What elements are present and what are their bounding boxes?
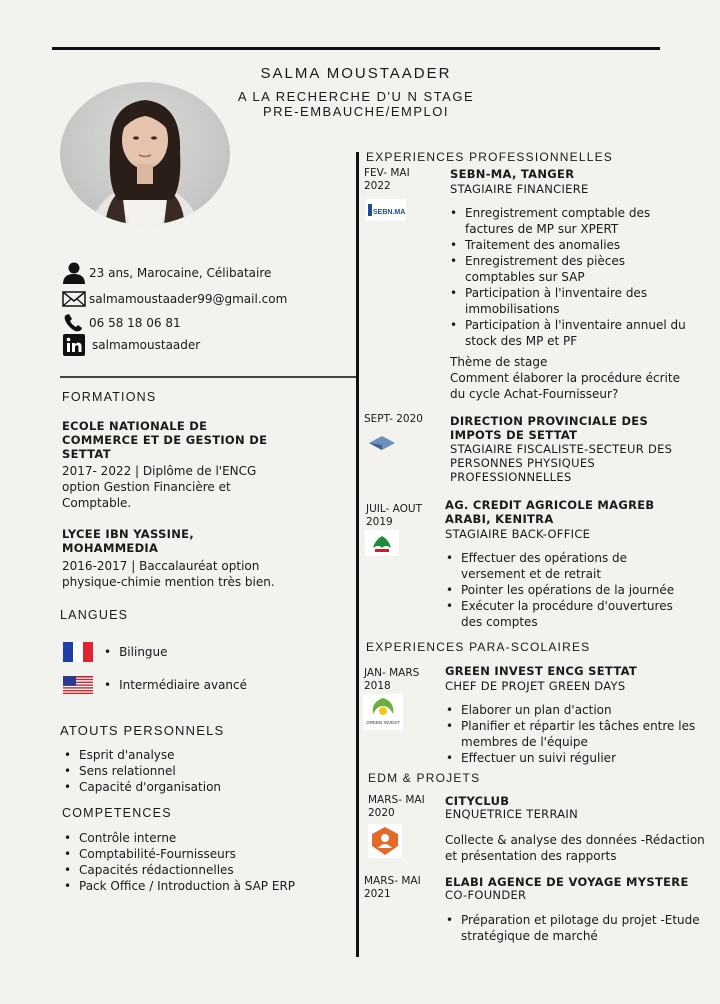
edm-date: MARS- MAI 2021	[364, 875, 421, 900]
list-item: • Enregistrement comptable des factures de MP sur XPERT	[450, 205, 690, 237]
email-row	[62, 288, 287, 310]
edm-company: CITYCLUB	[445, 794, 510, 808]
section-title-competences: COMPETENCES	[62, 806, 172, 820]
experience-bullets	[450, 205, 690, 349]
formation-detail: 2016-2017 | Baccalauréat option physique-chimie mention très bien.	[62, 559, 275, 589]
list-item: • Pointer les opérations de la journée	[446, 582, 676, 598]
phone-icon	[62, 313, 86, 333]
bullet: •	[104, 678, 112, 692]
section-title-edm: EDM & PROJETS	[368, 771, 481, 785]
formation-item	[62, 527, 262, 555]
profile-photo	[60, 82, 230, 225]
objective-line-2: PRE-EMBAUCHE/EMPLOI	[263, 104, 449, 119]
left-divider	[60, 376, 356, 378]
experience-role: STAGIAIRE FISCALISTE-SECTEUR DES PERSONNES PHYSIQUES PROFESSIONNELLES	[450, 442, 673, 484]
list-item: • Capacité d'organisation	[64, 779, 221, 795]
atouts-list	[64, 747, 221, 795]
experience-company: DIRECTION PROVINCIALE DES IMPOTS DE SETTAT	[450, 414, 649, 442]
experience-company: SEBN-MA, TANGER	[450, 167, 575, 181]
objective-line-1: A LA RECHERCHE D'U N STAGE	[237, 89, 475, 104]
list-item: • Effectuer des opérations de versement et de retrait	[446, 550, 676, 582]
experience-date: FEV- MAI 2022	[364, 167, 410, 192]
section-title-formations: FORMATIONS	[62, 390, 157, 404]
person-icon	[62, 262, 86, 284]
section-title-experiences: EXPERIENCES PROFESSIONNELLES	[366, 150, 613, 164]
language-row	[62, 641, 168, 663]
edm-date: MARS- MAI 2020	[368, 794, 425, 819]
header-rule	[52, 47, 660, 50]
sebn-logo-icon	[366, 197, 406, 223]
section-title-para: EXPERIENCES PARA-SCOLAIRES	[366, 640, 591, 654]
formation-detail: 2017- 2022 | Diplôme de l'ENCG option Gestion Financière et Comptable.	[62, 464, 257, 510]
list-item: • Préparation et pilotage du projet -Etude stratégique de marché	[446, 912, 706, 944]
list-item: • Effectuer un suivi régulier	[446, 750, 696, 766]
edm-bullets	[446, 912, 706, 944]
section-title-langues: LANGUES	[60, 608, 129, 622]
usa-flag-icon	[62, 676, 94, 694]
language-row	[62, 674, 247, 696]
linkedin-row	[62, 334, 200, 356]
france-flag-icon	[62, 642, 94, 662]
experience-date: JUIL- AOUT 2019	[366, 503, 423, 528]
para-role: CHEF DE PROJET GREEN DAYS	[445, 679, 626, 693]
formation-school: LYCEE IBN YASSINE, MOHAMMEDIA	[62, 527, 194, 555]
cityclub-logo-icon	[368, 824, 402, 858]
list-item: • Participation à l'inventaire des immobilisations	[450, 285, 690, 317]
envelope-icon	[62, 290, 86, 308]
formation-school: ECOLE NATIONALE DE COMMERCE ET DE GESTION DE SETTAT	[62, 419, 268, 461]
list-item: • Comptabilité-Fournisseurs	[64, 846, 295, 862]
candidate-name: SALMA MOUSTAADER	[260, 65, 452, 82]
list-item: • Planifier et répartir les tâches entre les membres de l'équipe	[446, 718, 696, 750]
edm-role: CO-FOUNDER	[445, 888, 527, 902]
sebn-logo-text: SEBN.MA	[373, 209, 406, 216]
para-bullets	[446, 702, 696, 766]
para-company: GREEN INVEST ENCG SETTAT	[445, 664, 638, 678]
list-item: • Traitement des anomalies	[450, 237, 690, 253]
experience-role: STAGIAIRE BACK-OFFICE	[445, 527, 591, 541]
internship-theme-label: Thème de stage	[450, 355, 548, 369]
green-invest-logo-icon	[363, 694, 403, 730]
section-title-atouts: ATOUTS PERSONNELS	[60, 723, 225, 738]
para-date: JAN- MARS 2018	[364, 667, 420, 692]
personal-info-text: 23 ans, Marocaine, Célibataire	[89, 266, 272, 280]
email-text[interactable]: salmamoustaader99@gmail.com	[89, 292, 288, 306]
edm-role: ENQUETRICE TERRAIN	[445, 807, 579, 821]
bullet: •	[104, 645, 112, 659]
experience-role: STAGIAIRE FINANCIERE	[450, 182, 589, 196]
language-level: Bilingue	[119, 645, 168, 659]
timeline-line	[356, 152, 359, 957]
list-item: • Esprit d'analyse	[64, 747, 221, 763]
phone-text: 06 58 18 06 81	[89, 316, 181, 330]
list-item: • Contrôle interne	[64, 830, 295, 846]
internship-theme-text: Comment élaborer la procédure écrite du cycle Achat-Fournisseur?	[450, 371, 680, 401]
linkedin-icon	[62, 334, 86, 356]
list-item: • Elaborer un plan d'action	[446, 702, 696, 718]
personal-info	[62, 262, 271, 284]
experience-company: AG. CREDIT AGRICOLE MAGREB ARABI, KENITRA	[445, 498, 655, 526]
phone-row	[62, 312, 181, 334]
competences-list	[64, 830, 295, 894]
list-item: • Enregistrement des pièces comptables sur SAP	[450, 253, 690, 285]
list-item: • Pack Office / Introduction à SAP ERP	[64, 878, 295, 894]
green-invest-logo-text: GREEN INVEST	[366, 720, 400, 725]
linkedin-text[interactable]: salmamoustaader	[92, 338, 201, 352]
list-item: • Participation à l'inventaire annuel du stock des MP et PF	[450, 317, 690, 349]
credit-agricole-logo-icon	[362, 530, 402, 556]
list-item: • Exécuter la procédure d'ouvertures des comptes	[446, 598, 676, 630]
experience-date: SEPT- 2020	[364, 413, 423, 425]
list-item: • Capacités rédactionnelles	[64, 862, 295, 878]
formation-item	[62, 419, 282, 461]
experience-bullets	[446, 550, 676, 630]
list-item: • Sens relationnel	[64, 763, 221, 779]
language-level: Intermédiaire avancé	[119, 678, 248, 692]
impots-logo-icon	[362, 430, 402, 456]
edm-description: Collecte & analyse des données -Rédaction et présentation des rapports	[445, 833, 705, 863]
edm-company: ELABI AGENCE DE VOYAGE MYSTERE	[445, 875, 689, 889]
